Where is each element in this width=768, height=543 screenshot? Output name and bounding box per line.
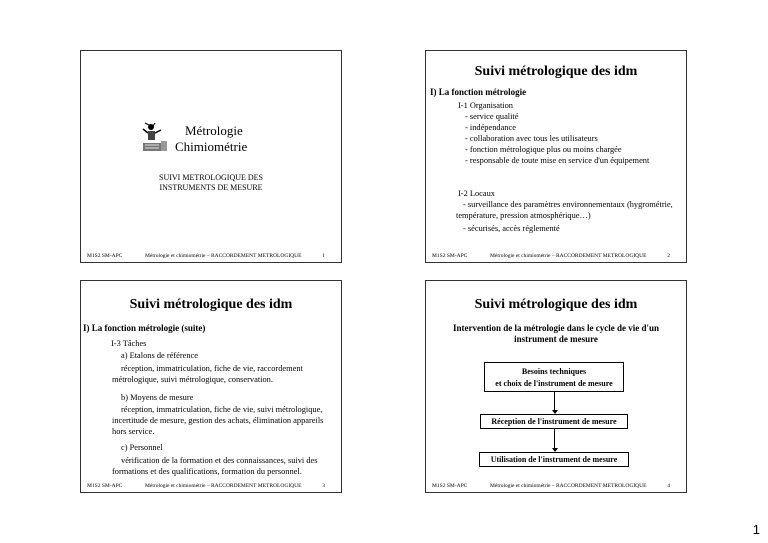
footer-left: M1S2 SM-APC: [432, 253, 468, 259]
footer-left: M1S2 SM-APC: [87, 483, 123, 489]
line: I-2 Locaux: [458, 189, 495, 198]
slide-title: Suivi métrologique des idm: [129, 297, 293, 312]
slide-heading: I) La fonction métrologie: [430, 87, 527, 97]
line: - collaboration avec tous les utilisateurs: [465, 134, 598, 143]
line: I-3 Tâches: [111, 339, 147, 348]
line: - responsable de toute mise en service d'un équipement: [465, 156, 650, 165]
line: métrologique, suivi métrologique, conservation.: [112, 375, 273, 384]
subtitle-line1: SUIVI METROLOGIQUE DES: [159, 173, 263, 182]
line: I-1 Organisation: [458, 101, 513, 110]
line: a) Etalons de référence: [121, 351, 198, 360]
footer-mid: Métrologie et chimiométrie – RACCORDEMENT METROLOGIQUE: [145, 483, 302, 489]
footer-num: 4: [667, 483, 670, 489]
scientist-icon: [141, 121, 171, 155]
line: hors service.: [112, 427, 155, 436]
flow-arrow: [554, 429, 555, 449]
slide-1: [80, 50, 342, 263]
logo-line1: Métrologie: [185, 123, 243, 138]
line: formations et des qualifications, formation du personnel.: [112, 467, 302, 476]
footer-num: 1: [322, 253, 325, 259]
line: - service qualité: [465, 112, 519, 121]
line: réception, immatriculation, fiche de vie, raccordement: [121, 364, 303, 373]
line: b) Moyens de mesure: [121, 393, 194, 402]
slide-title: Suivi métrologique des idm: [474, 64, 638, 79]
slide-heading: I) La fonction métrologie (suite): [83, 323, 206, 333]
flow-arrow: [554, 392, 555, 411]
flow-box-reception: Réception de l'instrument de mesure: [480, 414, 628, 429]
slide-heading-line2: instrument de mesure: [514, 334, 598, 344]
line: réception, immatriculation, fiche de vie, suivi métrologique,: [121, 405, 323, 414]
line: - indépendance: [465, 123, 516, 132]
footer-mid: Métrologie et chimiométrie – RACCORDEMENT METROLOGIQUE: [145, 253, 302, 259]
slide-footer: [426, 480, 686, 492]
line: vérification de la formation et des connaissances, suivi des: [121, 456, 318, 465]
subtitle-line2: INSTRUMENTS DE MESURE: [159, 183, 263, 192]
flow-box-needs-line1: Besoins techniques: [521, 367, 587, 376]
page-number: 1: [752, 522, 760, 537]
logo-line2: Chimiométrie: [175, 139, 248, 154]
flow-box-needs-line2: et choix de l'instrument de mesure: [495, 379, 613, 388]
line: température, pression atmosphérique…): [456, 211, 591, 220]
line: c) Personnel: [121, 443, 163, 452]
slide-footer: [426, 250, 686, 262]
slide-footer: [81, 250, 341, 262]
footer-num: 2: [667, 253, 670, 259]
line: incertitude de mesure, gestion des achats, élimination appareils: [112, 416, 324, 425]
slide-heading-line1: Intervention de la métrologie dans le cycle de vie d'un: [452, 323, 660, 333]
line: - sécurisés, accès réglementé: [463, 224, 560, 233]
footer-left: M1S2 SM-APC: [87, 253, 123, 259]
footer-mid: Métrologie et chimiométrie – RACCORDEMENT METROLOGIQUE: [490, 483, 647, 489]
flow-box-usage: Utilisation de l'instrument de mesure: [479, 452, 629, 467]
footer-mid: Métrologie et chimiométrie – RACCORDEMENT METROLOGIQUE: [490, 253, 647, 259]
slide-4: [425, 280, 687, 493]
slide-footer: [81, 480, 341, 492]
footer-left: M1S2 SM-APC: [432, 483, 468, 489]
slide-2: [425, 50, 687, 263]
line: - surveillance des paramètres environnementaux (hygrométrie,: [463, 200, 673, 209]
footer-num: 3: [322, 483, 325, 489]
slide-title: Suivi métrologique des idm: [474, 297, 638, 312]
line: - fonction métrologique plus ou moins chargée: [465, 145, 622, 154]
slide-3: [80, 280, 342, 493]
flow-box-needs: [484, 362, 624, 392]
